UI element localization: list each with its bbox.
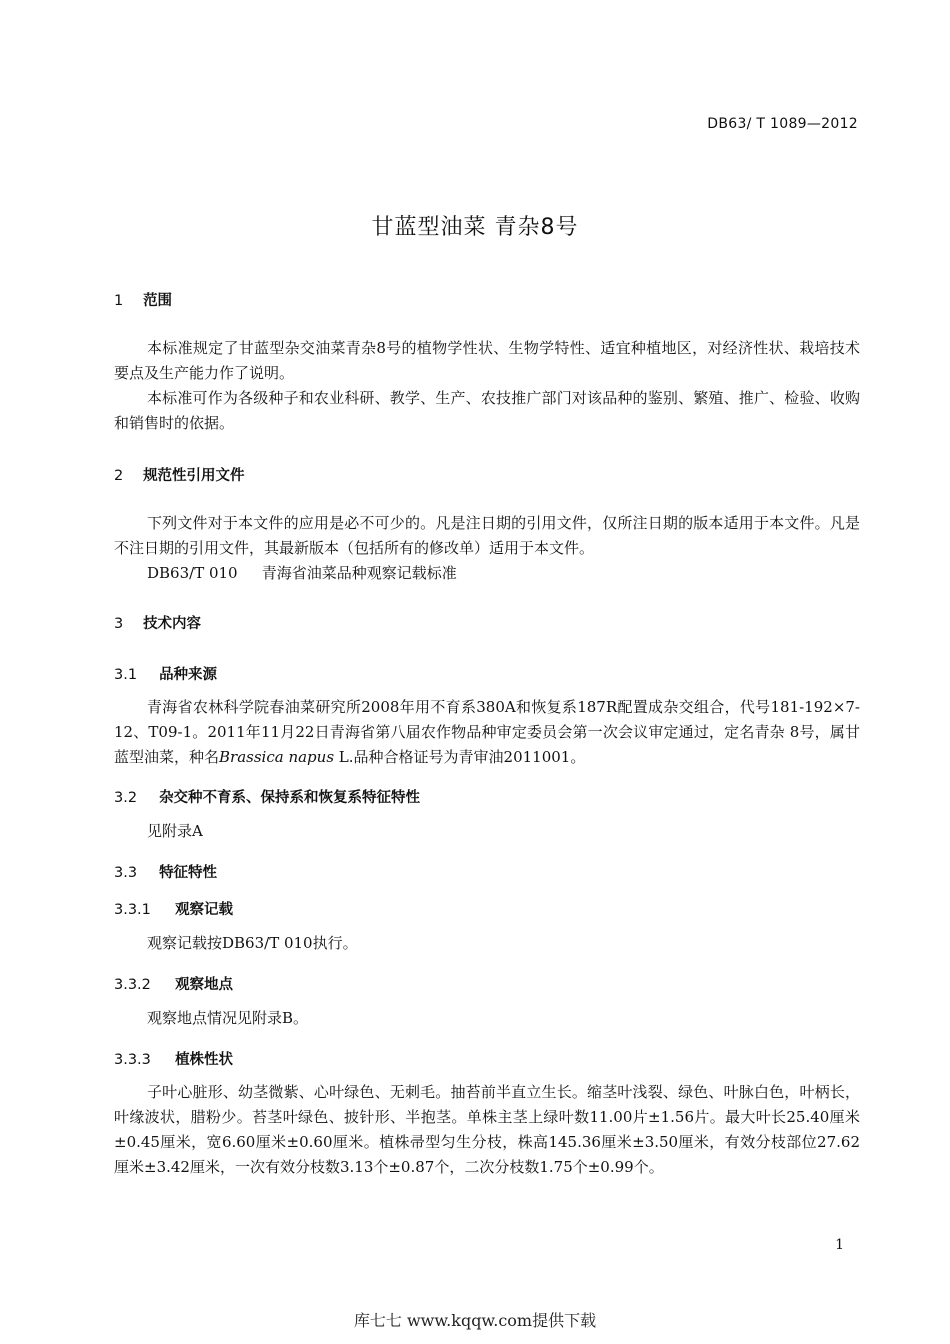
section-title: 植株性状: [175, 1052, 234, 1068]
certificate-text: L.品种合格证号为青审油2011001。: [334, 748, 586, 766]
section-title: 观察地点: [175, 977, 234, 993]
standard-code: DB63/ T 1089—2012: [707, 116, 858, 132]
section-title: 规范性引用文件: [143, 468, 245, 484]
section-3-2-heading: [114, 786, 420, 807]
section-title: 杂交种不育系、保持系和恢复系特征特性: [159, 790, 421, 806]
section-number: 2: [114, 468, 124, 484]
section-title: 技术内容: [143, 616, 202, 632]
section-3-3-heading: [114, 861, 217, 882]
section-3-3-3-paragraph: 子叶心脏形、幼茎微紫、心叶绿色、无刺毛。抽苔前半直立生长。缩茎叶浅裂、绿色、叶脉白色，叶柄长，叶缘波状，腊粉少。苔茎叶绿色、披针形、半抱茎。单株主茎上绿叶数11.00片±1.56片。最大叶长25.40厘米±0.45厘米，宽6.60厘米±0.60厘米。植株帚型匀生分枝，株高145.36厘米±3.50厘米，有效分枝部位27.62厘米±3.42厘米，一次有效分枝数3.13个±0.87个，二次分枝数1.75个±0.99个。: [114, 1083, 860, 1176]
reference-code: DB63/T 010: [147, 564, 238, 582]
section-number: 3: [114, 616, 124, 632]
section-title: 品种来源: [159, 667, 218, 683]
section-1-paragraph-1: 本标准规定了甘蓝型杂交油菜青杂8号的植物学性状、生物学特性、适宜种植地区，对经济性状、栽培技术要点及生产能力作了说明。: [114, 339, 860, 382]
section-3-3-1-paragraph: 观察记载按DB63/T 010执行。: [147, 934, 358, 952]
section-number: 3.3.3: [114, 1052, 151, 1068]
reference-title: 青海省油菜品种观察记载标准: [261, 564, 457, 582]
section-2-paragraph-1: 下列文件对于本文件的应用是必不可少的。凡是注日期的引用文件，仅所注日期的版本适用于本文件。凡是不注日期的引用文件，其最新版本（包括所有的修改单）适用于本文件。: [114, 514, 860, 557]
section-title: 特征特性: [159, 865, 218, 881]
section-number: 3.3: [114, 865, 138, 881]
section-3-3-2-paragraph: 观察地点情况见附录B。: [147, 1009, 309, 1027]
section-number: 3.2: [114, 790, 138, 806]
section-3-1-heading: [114, 663, 217, 684]
section-1-paragraph-2: 本标准可作为各级种子和农业科研、教学、生产、农技推广部门对该品种的鉴别、繁殖、推广、检验、收购和销售时的依据。: [114, 389, 860, 432]
section-3-1-paragraph: [114, 695, 860, 770]
species-name: Brassica napus: [219, 748, 335, 766]
section-3-3-3-heading: [114, 1048, 233, 1069]
section-title: 观察记载: [175, 902, 234, 918]
section-number: 3.1: [114, 667, 138, 683]
section-2-heading: [114, 464, 245, 485]
section-3-heading: [114, 612, 201, 633]
normative-reference: [147, 561, 457, 586]
section-1-heading: [114, 289, 172, 310]
section-3-3-1-heading: [114, 898, 233, 919]
document-title: 甘蓝型油菜 青杂8号: [371, 215, 579, 240]
download-watermark: 库七七 www.kqqw.com提供下载: [353, 1311, 597, 1330]
section-title: 范围: [143, 293, 173, 309]
variety-origin-text: 青海省农林科学院春油菜研究所2008年用不育系380A和恢复系187R配置成杂交组合，代号181-192×7-12、T09-1。2011年11月22日青海省第八届农作物品种审定委员会第一次会议审定通过，定名青杂 8号，属甘蓝型油菜，种名: [114, 698, 860, 766]
section-number: 1: [114, 293, 124, 309]
section-3-3-2-heading: [114, 973, 233, 994]
section-3-2-paragraph: 见附录A: [147, 822, 203, 840]
page-number: 1: [835, 1237, 844, 1253]
section-number: 3.3.2: [114, 977, 151, 993]
section-number: 3.3.1: [114, 902, 151, 918]
